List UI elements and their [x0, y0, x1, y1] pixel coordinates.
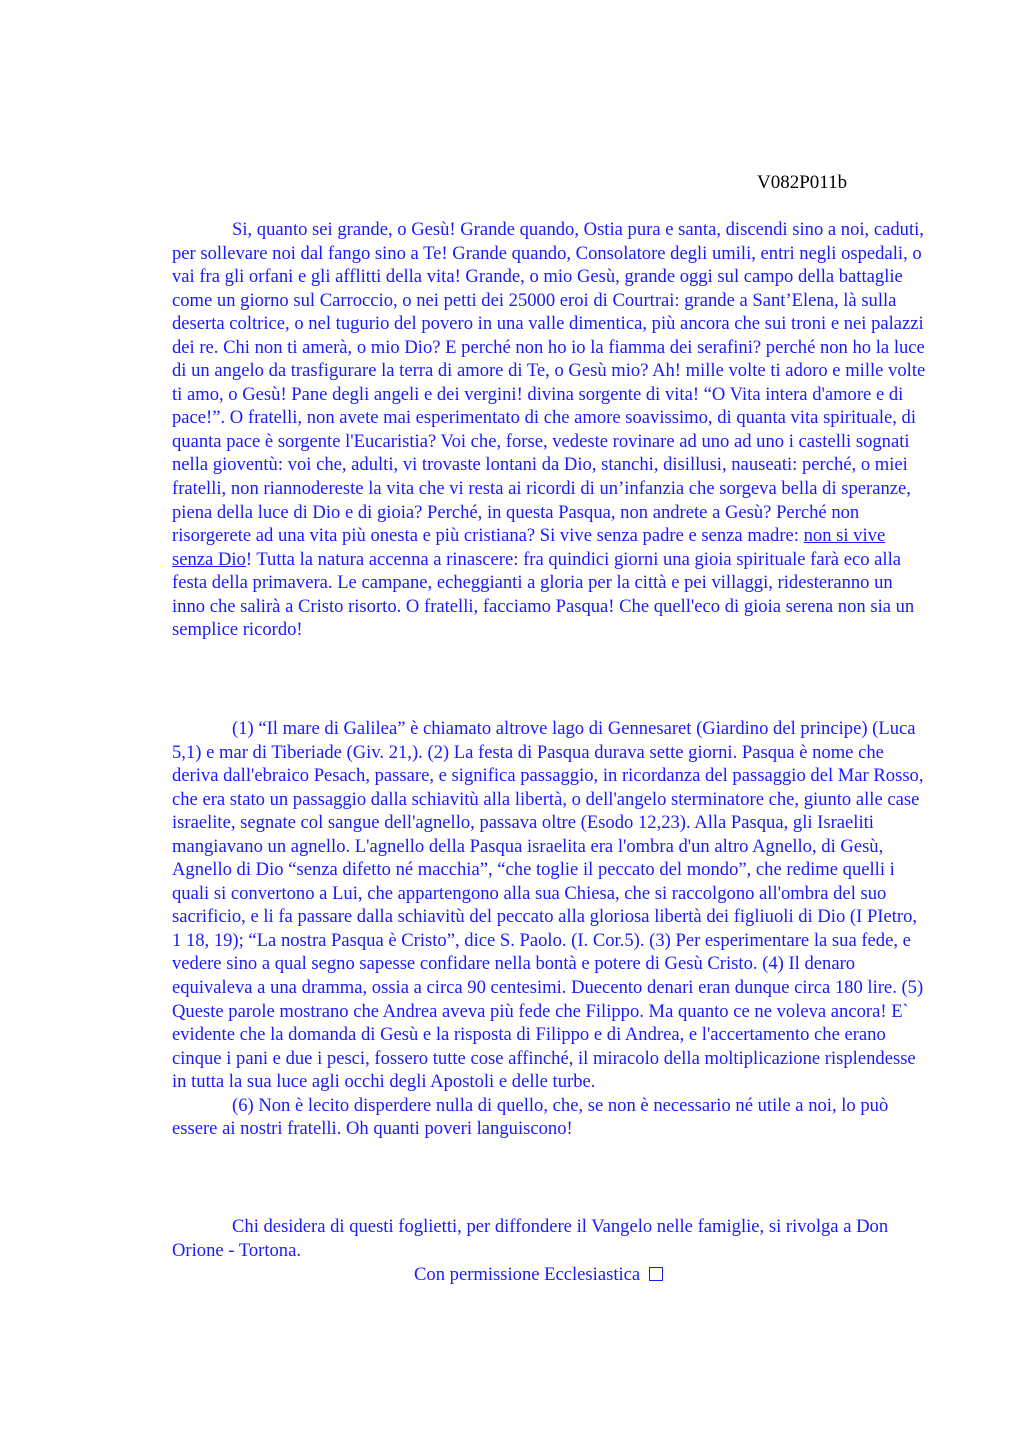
footnote-6: (6) Non è lecito disperdere nulla di quello, che, se non è necessario né utile a noi, lo può essere ai nostri fratelli. Oh quanti poveri languiscono!: [172, 1094, 889, 1140]
main-paragraph-block: [172, 218, 930, 642]
contact-block: [172, 1215, 930, 1262]
underlined-phrase: non si vive senza Dio: [172, 525, 886, 570]
contact-paragraph: Chi desidera di questi foglietti, per diffondere il Vangelo nelle famiglie, si rivolga a Don Orione - Tortona.: [172, 1216, 889, 1261]
checkbox-square-icon: [649, 1267, 663, 1281]
main-paragraph: [172, 218, 930, 642]
document-id: V082P011b: [757, 172, 848, 193]
permission-text: Con permissione Ecclesiastica: [414, 1264, 641, 1285]
permission-line: [414, 1263, 663, 1286]
main-text-part-1: Si, quanto sei grande, o Gesù! Grande quando, Ostia pura e santa, discendi sino a noi, caduti, per sollevare noi dal fango sino a Te! Grande quando, Consolatore degli umili, entri negli ospedali, o vai fra gli orfani e gli afflitti della vita! Grande, o mio Gesù, grande oggi sul campo della battaglie come un giorno sul Carroccio, o nei petti dei 25000 eroi di Courtrai: grande a Sant’Elena, là sulla deserta coltrice, o nel tugurio del povero in una valle dimentica, più ancora che sui troni e nei palazzi dei re. Chi non ti amerà, o mio Dio? E perché non ho io la fiamma dei serafini? perché non ho la luce di un angelo da trasfigurare la terra di amore di Te, o Gesù mio? Ah! mille volte ti adoro e mille volte ti amo, o Gesù! Pane degli angeli e dei vergini! divina sorgente di vita! “O Vita intera d'amore e di pace!”. O fratelli, non avete mai esperimentato di che amore soavissimo, di quanta vita spirituale, di quanta pace è sorgente l'Eucaristia? Voi che, forse, vedeste rovinare ad uno ad uno i castelli sognati nella gioventù: voi che, adulti, vi trovaste lontani da Dio, stanchi, disillusi, nauseati: perché, o miei fratelli, non riannodereste la vita che vi resta ai ricordi di un’infanzia che sorgeva bella di speranze, piena della luce di Dio e di gioia? Perché, in questa Pasqua, non andrete a Gesù? Perché non risorgerete ad una vita più onesta e più cristiana? Si vive senza padre e senza madre:: [172, 219, 926, 547]
footnotes-block: [172, 717, 930, 1141]
footnotes-1-5: (1) “Il mare di Galilea” è chiamato altrove lago di Gennesaret (Giardino del principe) (Luca 5,1) e mar di Tiberiade (Giv. 21,). (2) La festa di Pasqua durava sette giorni. Pasqua è nome che deriva dall'ebraico Pesach, passare, e significa passaggio, in ricordanza del passaggio del Mar Rosso, che era stato un passaggio dalla schiavitù alla libertà, o dell'angelo sterminatore che, giunto alle case israelite, segnate col sangue dell'agnello, passava oltre (Esodo 12,23). Alla Pasqua, gli Israeliti mangiavano un agnello. L'agnello della Pasqua israelita era l'ombra d'un altro Agnello, di Gesù, Agnello di Dio “senza difetto né macchia”, “che toglie il peccato del mondo”, che redime quelli i quali si convertono a Lui, che appartengono alla sua Chiesa, che si raccolgono all'ombra del suo sacrificio, e li fa passare dalla schiavitù del peccato alla gloriosa libertà dei figliuoli di Dio (I PIetro, 1 18, 19); “La nostra Pasqua è Cristo”, dice S. Paolo. (I. Cor.5). (3) Per esperimentare la sua fede, e vedere sino a qual segno sapesse confidare nella bontà e potere di Gesù Cristo. (4) Il denaro equivaleva a una dramma, ossia a circa 90 centesimi. Duecento denari eran dunque circa 180 lire. (5) Queste parole mostrano che Andrea aveva più fede che Filippo. Ma quanto ce ne voleva ancora! E` evidente che la domanda di Gesù e la risposta di Filippo e di Andrea, e l'accertamento che erano cinque i pani e due i pesci, fossero tutte cose affinché, il miracolo della moltiplicazione risplendesse in tutta la sua luce agli occhi degli Apostoli e delle turbe.: [172, 718, 924, 1093]
main-text-part-2: ! Tutta la natura accenna a rinascere: fra quindici giorni una gioia spirituale farà eco alla festa della primavera. Le campane, echeggianti a gloria per la città e pei villaggi, ridesteranno un inno che salirà a Cristo risorto. O fratelli, facciamo Pasqua! Che quell'eco di gioia serena non sia un semplice ricordo!: [172, 548, 915, 641]
